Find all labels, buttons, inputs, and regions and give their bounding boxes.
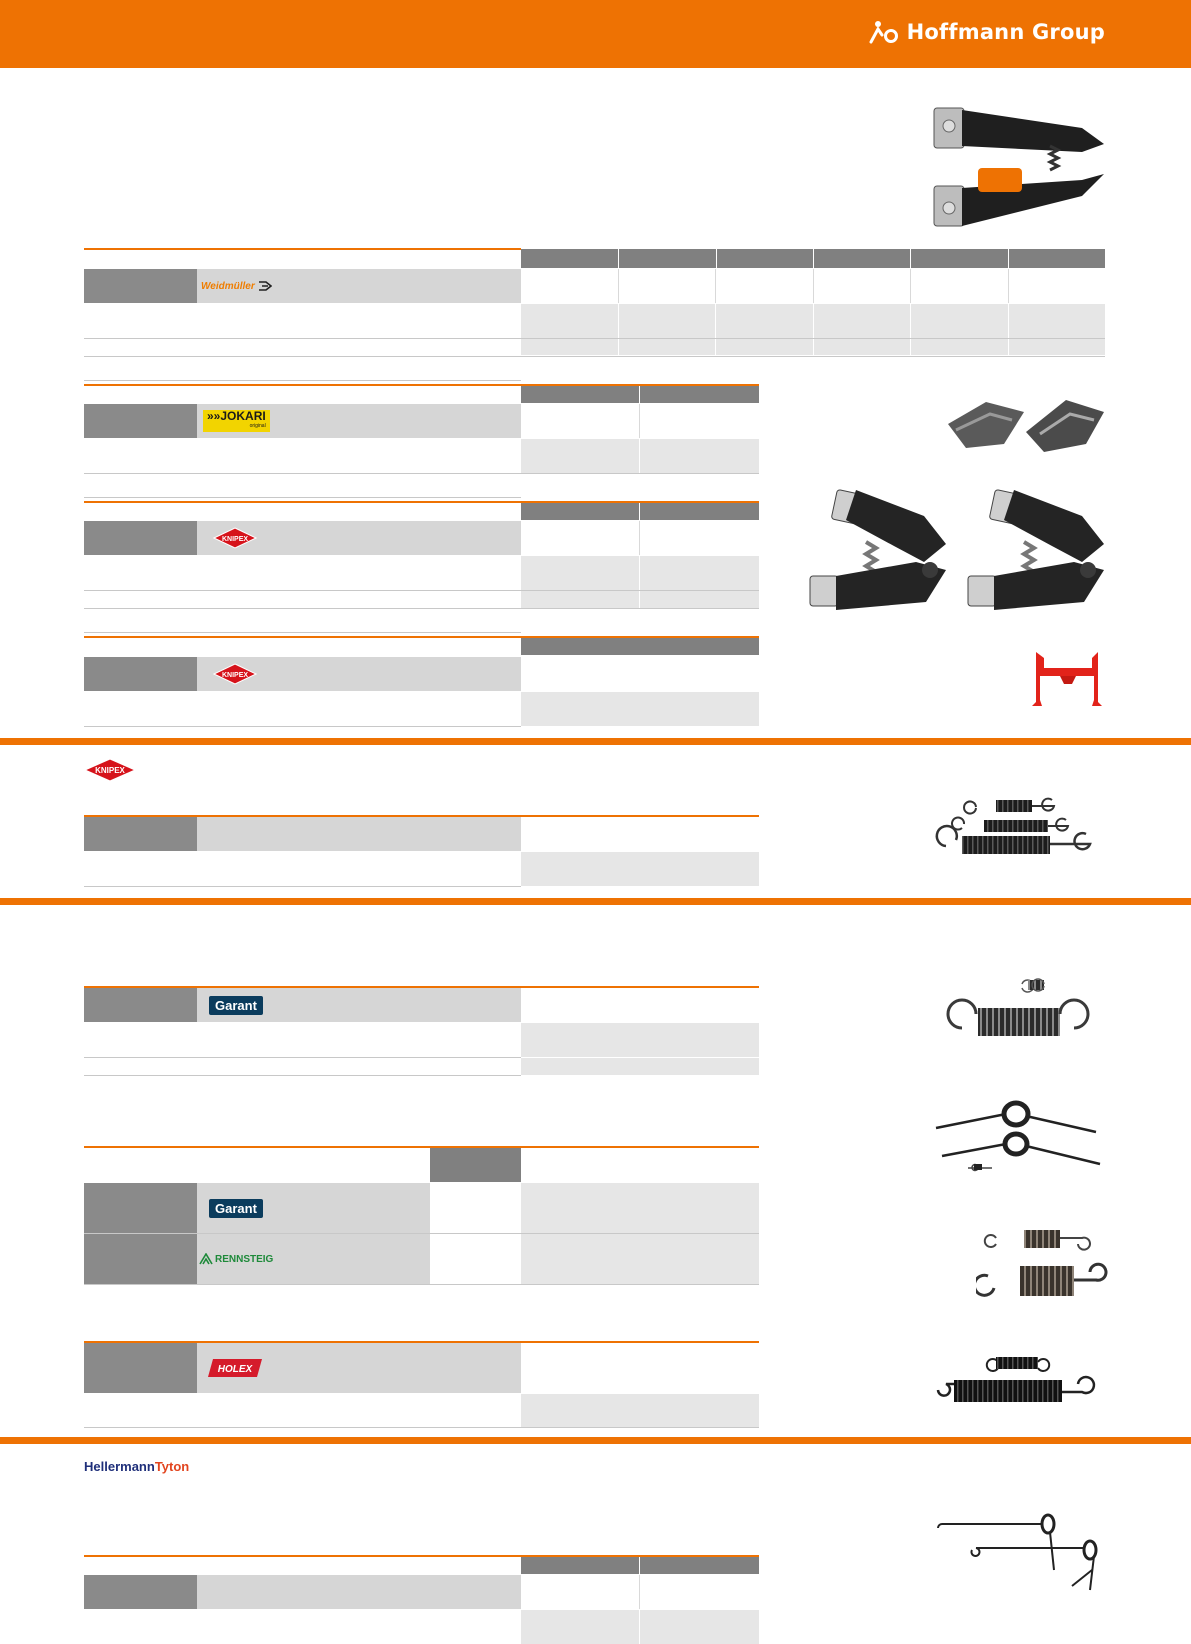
hellermann-value-4: [640, 1610, 759, 1644]
garant-row-divider: [84, 1057, 521, 1058]
weidmueller-header-col-2: [619, 249, 716, 268]
holex-springs-image: [932, 1354, 1108, 1408]
jokari-row-description: [197, 404, 521, 438]
stripping-blade-insert-image: [932, 100, 1108, 236]
knipex-2-value-1: [521, 657, 759, 691]
holex-logo: [207, 1358, 263, 1378]
weidmueller-header-col-4: [814, 249, 910, 268]
torsion-row-2-value-b: [521, 1234, 759, 1284]
jokari-header-col-2: [640, 386, 759, 403]
svg-text:KNIPEX: KNIPEX: [95, 766, 125, 775]
knipex-springs-value-2: [521, 852, 759, 886]
rennsteig-springs-image: [976, 1226, 1108, 1298]
knipex-springs-row-description: [197, 817, 521, 851]
hellermann-header-col-2: [640, 1557, 759, 1574]
section-band-2: [0, 898, 1191, 905]
knipex-blade-insert-pair-image: [806, 484, 1106, 620]
weidmueller-bottom-rule: [84, 356, 1105, 357]
torsion-row-1-description: [197, 1183, 430, 1233]
holex-value-2: [521, 1394, 759, 1427]
knipex-2-row-label: [84, 657, 197, 691]
torsion-springs-image: [932, 1098, 1108, 1174]
knipex-1-value-3: [521, 556, 640, 590]
jokari-row-label: [84, 404, 197, 438]
knipex-2-bottom-rule: [84, 726, 521, 727]
weidmueller-row-label: [84, 269, 197, 303]
jokari-header-col-1: [521, 386, 639, 403]
garant-logo: Garant: [209, 1199, 263, 1218]
hoffmann-logo[interactable]: [869, 20, 1105, 44]
hellermann-value-1: [521, 1575, 640, 1609]
hellermann-row-label: [84, 1575, 197, 1609]
weidmueller-header-col-1: [521, 249, 618, 268]
garant-bottom-rule: [84, 1075, 521, 1076]
jokari-bottom-rule: [84, 473, 759, 474]
svg-text:KNIPEX: KNIPEX: [221, 672, 249, 679]
weidmueller-header-col-6: [1009, 249, 1105, 268]
garant-tension-spring-image: [932, 974, 1108, 1044]
torsion-row-2-value-a: [430, 1234, 521, 1284]
knipex-1-header-col-1: [521, 503, 639, 520]
section-band-3: [0, 1437, 1191, 1444]
knipex-2-header: [521, 638, 759, 655]
torsion-row-2-label: [84, 1234, 197, 1284]
jokari-logo: »»JOKARI original: [203, 410, 270, 432]
knipex-logo: [213, 663, 257, 685]
weidmueller-header-col-5: [911, 249, 1008, 268]
hellermann-row-description: [197, 1575, 521, 1609]
torsion-row-2-description: [197, 1234, 430, 1284]
torsion-row-1-value-b: [521, 1183, 759, 1233]
torsion-row-1-label: [84, 1183, 197, 1233]
garant-value-2: [521, 1023, 759, 1057]
weidmueller-logo-icon: [258, 281, 272, 291]
torsion-bottom-rule: [84, 1284, 759, 1285]
rennsteig-logo: RENNSTEIG: [215, 1253, 274, 1265]
svg-text:KNIPEX: KNIPEX: [221, 536, 249, 543]
garant-row-description: [197, 988, 521, 1022]
knipex-2-top-rule: [84, 632, 521, 633]
holex-bottom-rule: [84, 1427, 759, 1428]
hoffmann-logo-icon: [869, 20, 899, 44]
torsion-header: [430, 1148, 521, 1182]
weidmueller-logo: Weidmüller: [201, 280, 255, 292]
rennsteig-logo-icon: [199, 1253, 213, 1265]
hoffmann-logo-text: Hoffmann Group: [906, 20, 1105, 44]
knipex-1-value-6: [640, 591, 759, 608]
garant-row-label: [84, 988, 197, 1022]
jokari-top-rule: [84, 380, 521, 381]
hellermann-logo: HellermannTyton: [84, 1459, 190, 1474]
holex-value-1: [521, 1343, 759, 1393]
knipex-1-value-4: [640, 556, 759, 590]
knipex-2-value-2: [521, 692, 759, 726]
weidmueller-row-2: [521, 304, 1105, 338]
jokari-blade-pair-image: [946, 392, 1106, 456]
knipex-1-value-5: [521, 591, 640, 608]
knipex-springs-bottom-rule: [84, 886, 521, 887]
jokari-logo-chevrons: »»: [207, 409, 221, 423]
knipex-1-top-rule: [84, 497, 521, 498]
weidmueller-row-description: [197, 269, 521, 303]
garant-logo: Garant: [209, 996, 263, 1015]
torsion-orange-rule: [84, 1146, 759, 1148]
svg-text:HOLEX: HOLEX: [217, 1364, 253, 1375]
torsion-row-1-value-a: [430, 1183, 521, 1233]
knipex-1-value-1: [521, 521, 640, 555]
hellermann-torsion-springs-image: [932, 1510, 1108, 1594]
hellermann-value-2: [640, 1575, 759, 1609]
weidmueller-header-col-3: [717, 249, 813, 268]
hellermann-header-col-1: [521, 1557, 639, 1574]
hellermann-value-3: [521, 1610, 640, 1644]
holex-row-label: [84, 1343, 197, 1393]
knipex-logo: [84, 758, 136, 782]
knipex-1-value-2: [640, 521, 759, 555]
knipex-springs-value-1: [521, 817, 759, 851]
section-weidmueller-top-rule: [84, 248, 521, 250]
weidmueller-row-3: [521, 339, 1105, 355]
knipex-1-bottom-rule: [84, 608, 759, 609]
knipex-springs-row-label: [84, 817, 197, 851]
knipex-springs-image: [932, 796, 1108, 860]
garant-value-1: [521, 988, 759, 1022]
knipex-1-row-description: [197, 521, 521, 555]
knipex-red-stop-image: [1030, 650, 1106, 708]
knipex-1-row-label: [84, 521, 197, 555]
section-band-1: [0, 738, 1191, 745]
garant-value-3: [521, 1058, 759, 1075]
jokari-value-3: [521, 439, 640, 473]
jokari-value-1: [521, 404, 640, 438]
holex-row-description: [197, 1343, 521, 1393]
jokari-value-2: [640, 404, 759, 438]
knipex-logo: [213, 527, 257, 549]
jokari-value-4: [640, 439, 759, 473]
knipex-1-header-col-2: [640, 503, 759, 520]
knipex-2-row-description: [197, 657, 521, 691]
weidmueller-row-values: [521, 269, 1105, 303]
